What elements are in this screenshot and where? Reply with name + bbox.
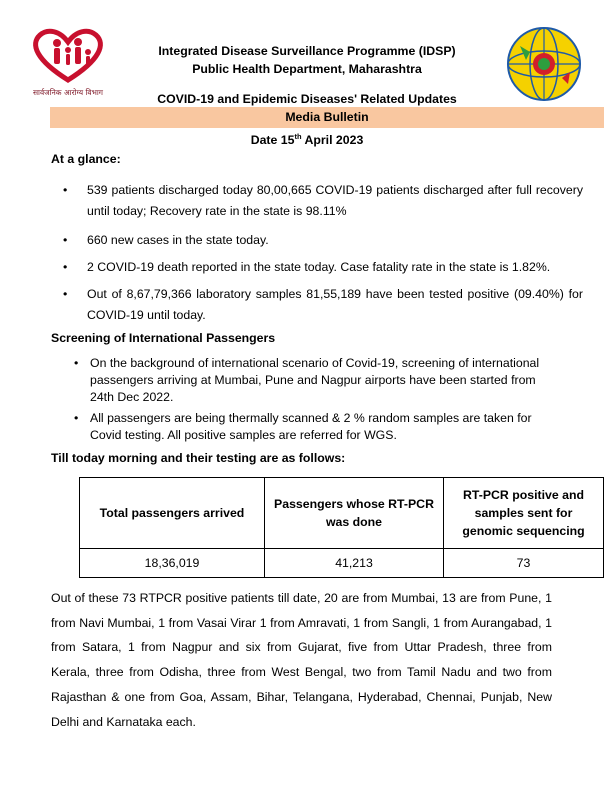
table-row [80, 549, 604, 578]
table-cell: 18,36,019 [80, 549, 265, 578]
bulletin-date [0, 132, 614, 147]
list-item: • All passengers are being thermally scanned & 2 % random samples are taken for Covid testing. All positive samples are referred for WGS. [74, 410, 550, 444]
date-prefix: Date 15 [250, 133, 295, 148]
date-suffix: April 2023 [301, 133, 364, 148]
glance-heading: At a glance: [51, 152, 121, 166]
screening-heading: Screening of International Passengers [51, 331, 276, 345]
passenger-testing-table [79, 477, 604, 578]
table-header-cell: Passengers whose RT-PCR was done [265, 478, 444, 549]
department-title: Public Health Department, Maharashtra [192, 62, 422, 76]
list-item: • Out of 8,67,79,366 laboratory samples 81,55,189 have been tested positive (09.40%) for COVID-19 until today. [63, 284, 583, 326]
table-header-cell: Total passengers arrived [80, 478, 265, 549]
media-bulletin-band: Media Bulletin [50, 107, 604, 128]
logo-caption: सार्वजनिक आरोग्य विभाग [32, 88, 104, 97]
table-intro: Till today morning and their testing are as follows: [51, 451, 346, 465]
public-health-logo [26, 26, 110, 96]
screening-list [74, 355, 550, 444]
list-item: • On the background of international scenario of Covid-19, screening of international passengers arriving at Mumbai, Pune and Nagpur airports have been started from 24th Dec 2022. [74, 355, 550, 406]
table-header-cell: RT-PCR positive and samples sent for genomic sequencing [444, 478, 604, 549]
glance-list [63, 180, 583, 326]
table-header-row [80, 478, 604, 549]
table-cell: 41,213 [265, 549, 444, 578]
list-item: • 539 patients discharged today 80,00,665 COVID-19 patients discharged after full recovery until today; Recovery rate in the state is 98.11% [63, 180, 583, 222]
updates-title: COVID-19 and Epidemic Diseases' Related Updates [157, 92, 457, 106]
list-item: • 2 COVID-19 death reported in the state today. Case fatality rate in the state is 1.82%. [63, 257, 583, 278]
positive-cases-paragraph: Out of these 73 RTPCR positive patients till date, 20 are from Mumbai, 13 are from Pune, 1 from Navi Mumbai, 1 from Vasai Virar 1 from Amravati, 1 from Sangli, 1 from Aurangabad, 1 from Satara, 1 from Nagpur and six from Gujarat, five from Uttar Pradesh, three from Kerala, three from Odisha, three from West Bengal, two from Tamil Nadu and two from Rajasthan & one from Goa, Assam, Bihar, Telangana, Hyderabad, Chennai, Punjab, New Delhi and Karnataka each. [51, 591, 552, 729]
program-title: Integrated Disease Surveillance Programme (IDSP) [158, 44, 456, 58]
list-item: • 660 new cases in the state today. [63, 230, 583, 251]
table-cell: 73 [444, 549, 604, 578]
date-suffix-sup: th [294, 132, 302, 141]
